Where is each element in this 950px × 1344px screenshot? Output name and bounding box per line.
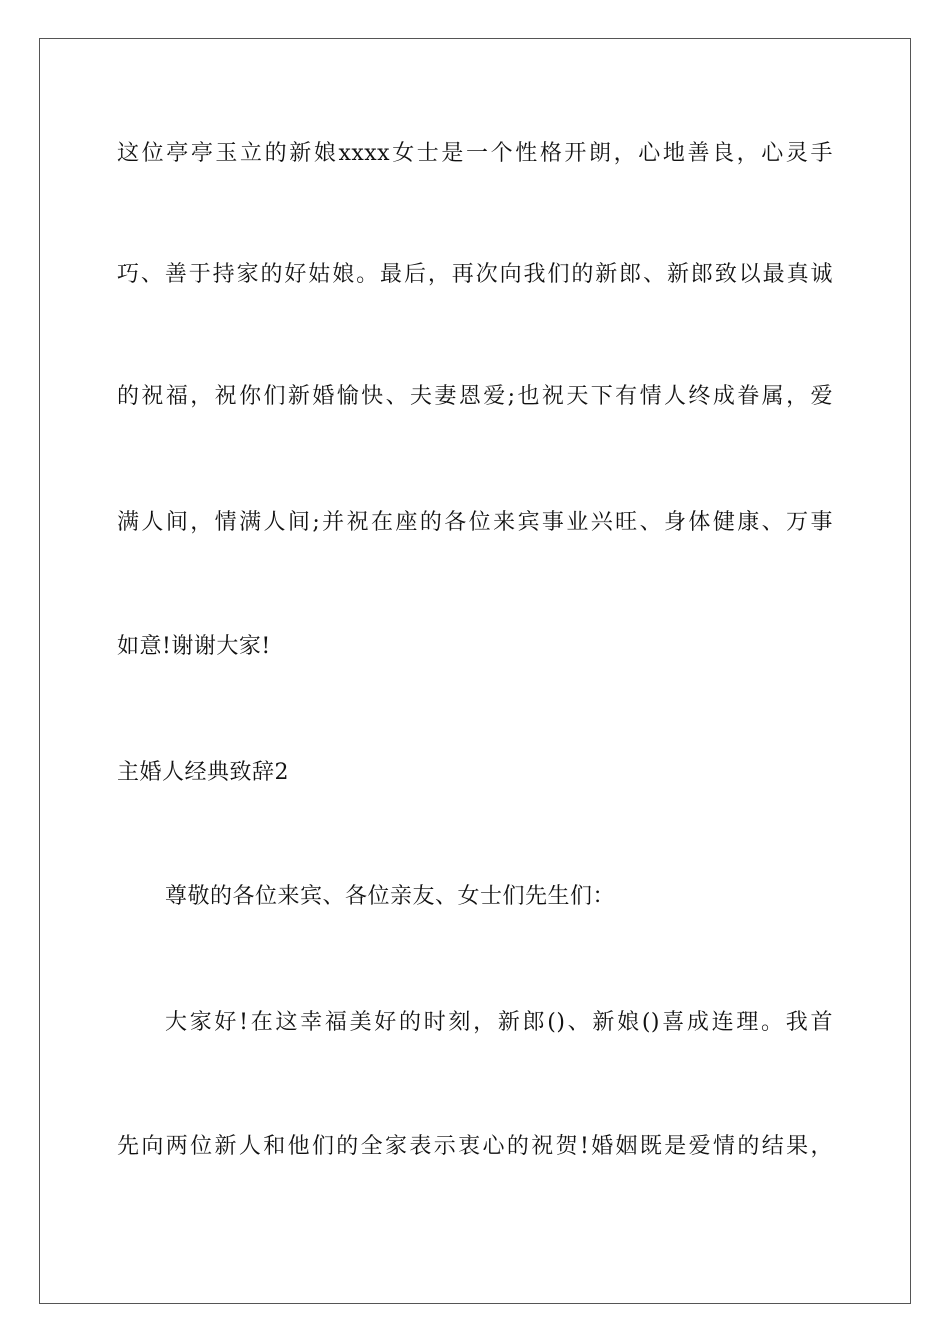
text-line: 满人间，情满人间;并祝在座的各位来宾事业兴旺、身体健康、万事 xyxy=(117,510,833,535)
greeting-line: 尊敬的各位来宾、各位亲友、女士们先生们： xyxy=(165,884,616,909)
text-line: 大家好!在这幸福美好的时刻，新郎()、新娘()喜成连理。我首 xyxy=(165,1010,833,1035)
text-line: 的祝福，祝你们新婚愉快、夫妻恩爱;也祝天下有情人终成眷属，爱 xyxy=(117,384,833,409)
text-line: 巧、善于持家的好姑娘。最后，再次向我们的新郎、新郎致以最真诚 xyxy=(117,262,833,287)
text-line: 先向两位新人和他们的全家表示衷心的祝贺!婚姻既是爱情的结果， xyxy=(117,1134,833,1159)
page-border xyxy=(39,38,911,1304)
text-line: 如意!谢谢大家! xyxy=(117,634,271,659)
section-heading: 主婚人经典致辞2 xyxy=(117,760,289,785)
text-line: 这位亭亭玉立的新娘xxxx女士是一个性格开朗，心地善良，心灵手 xyxy=(117,141,833,166)
